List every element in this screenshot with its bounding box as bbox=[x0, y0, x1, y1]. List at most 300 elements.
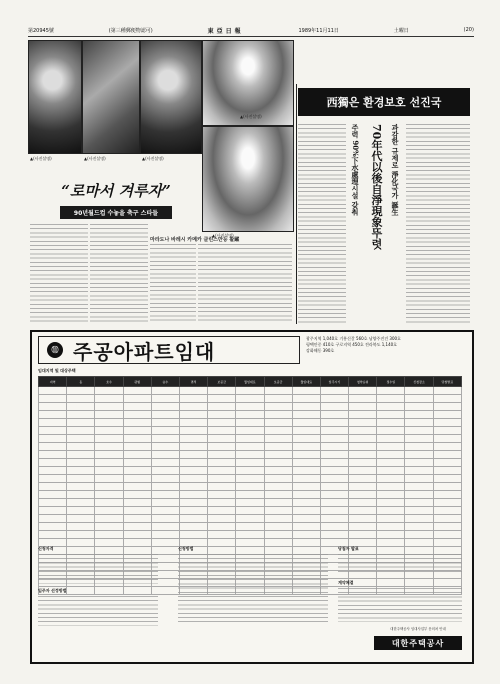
table-cell bbox=[67, 443, 95, 451]
table-cell bbox=[264, 475, 292, 483]
table-cell bbox=[264, 507, 292, 515]
table-cell bbox=[377, 451, 405, 459]
table-cell bbox=[264, 419, 292, 427]
table-cell bbox=[39, 507, 67, 515]
table-cell bbox=[292, 499, 320, 507]
table-row bbox=[39, 419, 462, 427]
selection-text bbox=[38, 596, 158, 626]
table-cell bbox=[179, 443, 207, 451]
company-contact: 대한주택공사 임대사업부 문의처 안내 bbox=[390, 627, 446, 631]
table-row bbox=[39, 451, 462, 459]
table-cell bbox=[264, 523, 292, 531]
application-text bbox=[178, 554, 328, 624]
table-cell bbox=[377, 459, 405, 467]
table-cell bbox=[405, 507, 433, 515]
table-cell bbox=[151, 419, 179, 427]
table-cell bbox=[349, 475, 377, 483]
table-cell bbox=[208, 435, 236, 443]
table-cell bbox=[67, 427, 95, 435]
table-cell bbox=[151, 483, 179, 491]
table-cell bbox=[377, 579, 405, 587]
table-header-cell: 월임대료 bbox=[292, 377, 320, 387]
table-cell bbox=[95, 507, 123, 515]
table-cell bbox=[39, 459, 67, 467]
table-cell bbox=[67, 395, 95, 403]
table-cell bbox=[208, 475, 236, 483]
table-row bbox=[39, 491, 462, 499]
table-cell bbox=[349, 483, 377, 491]
table-cell bbox=[236, 443, 264, 451]
table-cell bbox=[179, 483, 207, 491]
table-cell bbox=[151, 427, 179, 435]
table-cell bbox=[95, 587, 123, 595]
table-cell bbox=[236, 459, 264, 467]
table-cell bbox=[95, 515, 123, 523]
table-cell bbox=[377, 507, 405, 515]
photo-caption-5: ▲(사진설명) bbox=[212, 233, 234, 238]
ad-region-stats bbox=[306, 336, 466, 362]
table-cell bbox=[236, 491, 264, 499]
table-cell bbox=[377, 467, 405, 475]
photo-caption-2: ▲(사진설명) bbox=[84, 156, 106, 161]
table-cell bbox=[264, 411, 292, 419]
table-cell bbox=[320, 387, 348, 395]
table-cell bbox=[236, 387, 264, 395]
table-cell bbox=[179, 499, 207, 507]
table-cell bbox=[179, 523, 207, 531]
table-cell bbox=[292, 531, 320, 539]
table-cell bbox=[236, 435, 264, 443]
table-row bbox=[39, 475, 462, 483]
table-row bbox=[39, 395, 462, 403]
table-cell bbox=[39, 387, 67, 395]
table-header-cell: 보증금 bbox=[264, 377, 292, 387]
table-cell bbox=[208, 443, 236, 451]
table-cell bbox=[208, 523, 236, 531]
table-cell bbox=[208, 411, 236, 419]
table-cell bbox=[67, 387, 95, 395]
section-announcement: 당첨자 발표 bbox=[338, 546, 359, 551]
table-cell bbox=[292, 459, 320, 467]
table-cell bbox=[405, 531, 433, 539]
table-cell bbox=[151, 523, 179, 531]
table-row bbox=[39, 427, 462, 435]
ad-title: 주공아파트임대 bbox=[73, 339, 216, 364]
table-cell bbox=[349, 507, 377, 515]
table-cell bbox=[39, 515, 67, 523]
table-cell bbox=[95, 523, 123, 531]
table-cell bbox=[123, 403, 151, 411]
table-cell bbox=[292, 403, 320, 411]
photo-caption-1: ▲(사진설명) bbox=[30, 156, 52, 161]
table-cell bbox=[208, 459, 236, 467]
table-cell bbox=[179, 395, 207, 403]
table-cell bbox=[377, 403, 405, 411]
table-cell bbox=[349, 467, 377, 475]
table-cell bbox=[320, 435, 348, 443]
table-cell bbox=[67, 475, 95, 483]
table-cell bbox=[264, 443, 292, 451]
table-cell bbox=[179, 403, 207, 411]
table-cell bbox=[433, 539, 461, 547]
table-cell bbox=[179, 459, 207, 467]
table-cell bbox=[39, 395, 67, 403]
table-cell bbox=[433, 435, 461, 443]
table-cell bbox=[67, 435, 95, 443]
section-selection: 입주자 선정방법 bbox=[38, 588, 67, 593]
table-cell bbox=[264, 451, 292, 459]
table-cell bbox=[123, 387, 151, 395]
table-cell bbox=[292, 443, 320, 451]
table-cell bbox=[349, 515, 377, 523]
table-cell bbox=[208, 507, 236, 515]
table-cell bbox=[208, 483, 236, 491]
table-cell bbox=[95, 395, 123, 403]
table-cell bbox=[405, 387, 433, 395]
table-cell bbox=[236, 467, 264, 475]
table-cell bbox=[151, 395, 179, 403]
table-cell bbox=[236, 531, 264, 539]
soccer-photo-5 bbox=[202, 126, 294, 232]
table-cell bbox=[123, 419, 151, 427]
table-cell bbox=[151, 467, 179, 475]
table-cell bbox=[433, 523, 461, 531]
table-cell bbox=[320, 395, 348, 403]
table-cell bbox=[39, 483, 67, 491]
table-cell bbox=[151, 531, 179, 539]
table-cell bbox=[264, 395, 292, 403]
table-cell bbox=[67, 531, 95, 539]
sports-headline: “로마서 겨루자” bbox=[61, 182, 171, 200]
masthead: 東亞日報 bbox=[207, 27, 244, 35]
table-cell bbox=[39, 467, 67, 475]
table-cell bbox=[405, 403, 433, 411]
table-cell bbox=[264, 459, 292, 467]
table-cell bbox=[236, 403, 264, 411]
table-row bbox=[39, 507, 462, 515]
table-cell bbox=[405, 427, 433, 435]
table-cell bbox=[179, 451, 207, 459]
table-cell bbox=[320, 515, 348, 523]
ad-stat-line: 강화해동 390호 bbox=[306, 348, 335, 353]
table-cell bbox=[349, 451, 377, 459]
table-cell bbox=[179, 467, 207, 475]
table-cell bbox=[208, 531, 236, 539]
photo-caption-4: ▲(사진설명) bbox=[240, 114, 262, 119]
table-cell bbox=[264, 531, 292, 539]
table-header-cell: 입주시기 bbox=[320, 377, 348, 387]
table-cell bbox=[320, 403, 348, 411]
environment-vertical-sub-1: 주력 90%下水處理시설 갖춰 bbox=[351, 124, 360, 216]
newspaper-header bbox=[28, 24, 474, 37]
table-cell bbox=[405, 579, 433, 587]
table-cell bbox=[39, 491, 67, 499]
table-cell bbox=[292, 483, 320, 491]
table-cell bbox=[405, 467, 433, 475]
table-cell bbox=[123, 507, 151, 515]
table-cell bbox=[151, 587, 179, 595]
table-cell bbox=[123, 491, 151, 499]
table-cell bbox=[292, 539, 320, 547]
table-cell bbox=[123, 459, 151, 467]
ad-title-box bbox=[38, 336, 300, 364]
table-cell bbox=[236, 395, 264, 403]
postal-note: (第三種郵便物認可) bbox=[108, 27, 153, 34]
table-cell bbox=[377, 427, 405, 435]
table-cell bbox=[349, 443, 377, 451]
table-cell bbox=[95, 475, 123, 483]
table-cell bbox=[179, 507, 207, 515]
environment-text-col-1 bbox=[298, 124, 346, 324]
table-cell bbox=[405, 523, 433, 531]
sports-text-col-2 bbox=[90, 224, 148, 322]
table-cell bbox=[377, 539, 405, 547]
table-cell bbox=[39, 499, 67, 507]
table-row bbox=[39, 403, 462, 411]
table-cell bbox=[433, 419, 461, 427]
table-cell bbox=[349, 459, 377, 467]
table-cell bbox=[433, 531, 461, 539]
table-cell bbox=[264, 491, 292, 499]
table-cell bbox=[264, 467, 292, 475]
table-cell bbox=[405, 395, 433, 403]
table-cell bbox=[67, 483, 95, 491]
sports-subhead: 90년월드컵 수놓을 축구 스타들 bbox=[60, 206, 172, 219]
table-header-cell: 당첨발표 bbox=[433, 377, 461, 387]
table-cell bbox=[179, 515, 207, 523]
table-cell bbox=[320, 467, 348, 475]
table-cell bbox=[349, 411, 377, 419]
table-header-cell: 신청장소 bbox=[405, 377, 433, 387]
table-cell bbox=[151, 451, 179, 459]
table-cell bbox=[433, 387, 461, 395]
table-cell bbox=[208, 403, 236, 411]
column-divider bbox=[296, 84, 297, 324]
table-cell bbox=[433, 507, 461, 515]
environment-vertical-sub-2: 과감한 규제로 淨化국가 誕生 bbox=[391, 124, 400, 216]
table-cell bbox=[123, 539, 151, 547]
table-row bbox=[39, 411, 462, 419]
table-cell bbox=[123, 475, 151, 483]
table-cell bbox=[236, 411, 264, 419]
table-cell bbox=[236, 419, 264, 427]
table-cell bbox=[39, 531, 67, 539]
table-header-cell: 호수 bbox=[95, 377, 123, 387]
table-cell bbox=[123, 443, 151, 451]
table-cell bbox=[236, 475, 264, 483]
table-cell bbox=[95, 411, 123, 419]
table-cell bbox=[208, 499, 236, 507]
company-logo-icon: ⑪ bbox=[47, 342, 63, 358]
table-cell bbox=[433, 451, 461, 459]
table-cell bbox=[320, 483, 348, 491]
table-cell bbox=[292, 435, 320, 443]
table-cell bbox=[405, 435, 433, 443]
table-cell bbox=[39, 475, 67, 483]
table-cell bbox=[320, 523, 348, 531]
table-cell bbox=[151, 403, 179, 411]
table-cell bbox=[95, 531, 123, 539]
table-cell bbox=[264, 403, 292, 411]
table-cell bbox=[433, 459, 461, 467]
table-cell bbox=[39, 427, 67, 435]
table-cell bbox=[67, 539, 95, 547]
table-cell bbox=[67, 459, 95, 467]
company-name: 대한주택공사 bbox=[374, 636, 462, 650]
section-contract: 계약체결 bbox=[338, 580, 354, 585]
table-cell bbox=[320, 499, 348, 507]
table-cell bbox=[377, 523, 405, 531]
table-cell bbox=[95, 539, 123, 547]
section-application: 신청방법 bbox=[178, 546, 194, 551]
table-cell bbox=[39, 419, 67, 427]
table-cell bbox=[208, 467, 236, 475]
table-cell bbox=[39, 451, 67, 459]
table-row bbox=[39, 467, 462, 475]
table-row bbox=[39, 387, 462, 395]
table-cell bbox=[349, 491, 377, 499]
table-cell bbox=[179, 435, 207, 443]
table-cell bbox=[405, 419, 433, 427]
table-cell bbox=[39, 523, 67, 531]
table-cell bbox=[123, 395, 151, 403]
sports-text-col-3 bbox=[150, 244, 196, 322]
table-cell bbox=[179, 419, 207, 427]
table-cell bbox=[151, 435, 179, 443]
table-cell bbox=[95, 491, 123, 499]
table-cell bbox=[95, 483, 123, 491]
table-cell bbox=[151, 459, 179, 467]
table-cell bbox=[67, 587, 95, 595]
table-cell bbox=[320, 427, 348, 435]
table-cell bbox=[377, 483, 405, 491]
table-cell bbox=[292, 427, 320, 435]
issue-date: 1989年11月11日 bbox=[298, 27, 339, 34]
table-cell bbox=[208, 419, 236, 427]
table-cell bbox=[320, 491, 348, 499]
section-qualification: 신청자격 bbox=[38, 546, 54, 551]
table-cell bbox=[264, 515, 292, 523]
photo-caption-3: ▲(사진설명) bbox=[142, 156, 164, 161]
table-cell bbox=[349, 435, 377, 443]
table-cell bbox=[320, 443, 348, 451]
table-cell bbox=[151, 411, 179, 419]
table-cell bbox=[208, 539, 236, 547]
table-cell bbox=[433, 395, 461, 403]
table-row bbox=[39, 539, 462, 547]
soccer-photo-2 bbox=[82, 40, 140, 154]
page-number: (20) bbox=[463, 27, 474, 33]
table-cell bbox=[95, 419, 123, 427]
table-cell bbox=[405, 491, 433, 499]
table-cell bbox=[349, 387, 377, 395]
announcement-text bbox=[338, 554, 462, 574]
table-cell bbox=[377, 491, 405, 499]
table-header-cell: 평형 bbox=[123, 377, 151, 387]
table-cell bbox=[433, 467, 461, 475]
table-header-cell: 지역 bbox=[39, 377, 67, 387]
contract-text bbox=[338, 588, 462, 622]
table-cell bbox=[405, 475, 433, 483]
table-cell bbox=[67, 515, 95, 523]
table-cell bbox=[95, 427, 123, 435]
table-row bbox=[39, 531, 462, 539]
table-cell bbox=[236, 499, 264, 507]
ad-stat-line: 평택안중 410호 구로지역 450호 전라북도 1,140호 bbox=[306, 342, 398, 347]
table-row bbox=[39, 443, 462, 451]
table-cell bbox=[349, 499, 377, 507]
table-cell bbox=[151, 475, 179, 483]
table-cell bbox=[151, 491, 179, 499]
issue-day: 土曜日 bbox=[393, 27, 409, 34]
table-row bbox=[39, 523, 462, 531]
table-cell bbox=[405, 539, 433, 547]
table-cell bbox=[39, 403, 67, 411]
table-cell bbox=[292, 475, 320, 483]
table-cell bbox=[405, 515, 433, 523]
table-cell bbox=[292, 451, 320, 459]
table-cell bbox=[292, 411, 320, 419]
table-cell bbox=[39, 443, 67, 451]
table-cell bbox=[67, 451, 95, 459]
table-cell bbox=[433, 499, 461, 507]
table-cell bbox=[151, 443, 179, 451]
table-header-cell: 청약순위 bbox=[349, 377, 377, 387]
table-cell bbox=[405, 483, 433, 491]
table-cell bbox=[123, 531, 151, 539]
table-cell bbox=[151, 507, 179, 515]
table-cell bbox=[123, 483, 151, 491]
table-cell bbox=[179, 411, 207, 419]
table-cell bbox=[179, 427, 207, 435]
table-cell bbox=[405, 499, 433, 507]
table-cell bbox=[123, 467, 151, 475]
table-cell bbox=[433, 491, 461, 499]
table-cell bbox=[95, 403, 123, 411]
table-cell bbox=[405, 451, 433, 459]
table-cell bbox=[236, 427, 264, 435]
table-cell bbox=[123, 523, 151, 531]
table-header-cell: 면적 bbox=[179, 377, 207, 387]
table-cell bbox=[179, 475, 207, 483]
table-cell bbox=[320, 451, 348, 459]
table-cell bbox=[236, 515, 264, 523]
sports-text-col-1 bbox=[30, 224, 88, 322]
table-cell bbox=[95, 499, 123, 507]
table-row bbox=[39, 435, 462, 443]
table-cell bbox=[208, 427, 236, 435]
table-cell bbox=[236, 507, 264, 515]
table-cell bbox=[377, 387, 405, 395]
issue-number: 第20945號 bbox=[28, 27, 54, 34]
table-cell bbox=[123, 451, 151, 459]
table-cell bbox=[349, 403, 377, 411]
table-cell bbox=[67, 499, 95, 507]
table-cell bbox=[95, 459, 123, 467]
table-cell bbox=[264, 435, 292, 443]
table-row bbox=[39, 483, 462, 491]
table-cell bbox=[95, 451, 123, 459]
table-cell bbox=[264, 387, 292, 395]
table-cell bbox=[405, 411, 433, 419]
table-cell bbox=[123, 499, 151, 507]
table-header-cell: 층수 bbox=[151, 377, 179, 387]
table-cell bbox=[433, 443, 461, 451]
table-cell bbox=[292, 467, 320, 475]
table-cell bbox=[433, 579, 461, 587]
ad-stat-line: 광주지역 1,040호 기흥신갈 560호 남양주진건 300호 bbox=[306, 336, 401, 341]
table-cell bbox=[292, 419, 320, 427]
